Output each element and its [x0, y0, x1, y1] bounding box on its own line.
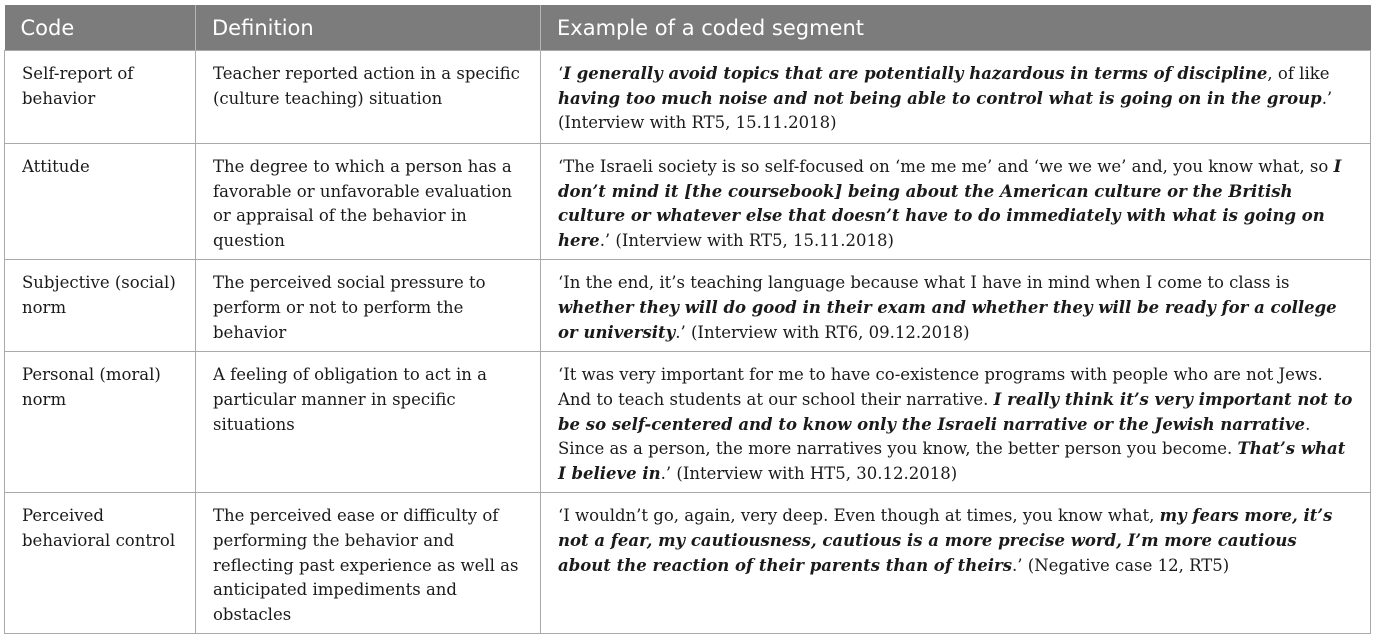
cell-code: Attitude [5, 144, 196, 260]
emphasized-quote-segment: whether they will do good in their exam and whether they will be ready for a college or university [558, 297, 1337, 342]
quote-segment: .’ (Interview with RT6, 09.12.2018) [675, 322, 970, 342]
emphasized-quote-segment: I don’t mind it [the coursebook] being about the American culture or the British culture or whatever else that doesn’t have to do immediately with what is going on here [558, 157, 1342, 250]
table-body [5, 51, 1371, 634]
cell-definition: The degree to which a person has a favorable or unfavorable evaluation or appraisal of the behavior in question [196, 144, 541, 260]
cell-definition: The perceived social pressure to perform or not to perform the behavior [196, 260, 541, 352]
header-example: Example of a coded segment [541, 5, 1371, 51]
cell-example [541, 352, 1371, 493]
coding-table-container [4, 5, 1370, 634]
coding-table [4, 5, 1371, 634]
cell-code: Personal (moral) norm [5, 352, 196, 493]
table-row [5, 51, 1371, 144]
quote-segment: ‘In the end, it’s teaching language because what I have in mind when I come to class is [558, 273, 1290, 293]
quote-segment: ‘I wouldn’t go, again, very deep. Even though at times, you know what, [558, 506, 1160, 526]
quote-segment: .’ (Interview with RT5, 15.11.2018) [558, 88, 1333, 133]
emphasized-quote-segment: That’s what I believe in [558, 439, 1346, 483]
emphasized-quote-segment: my fears more, it’s not a fear, my cautiousness, cautious is a more precise word, I’m more cautious about the reaction of their parents than of theirs [558, 506, 1333, 575]
cell-example [541, 260, 1371, 352]
table-header [5, 5, 1371, 51]
quote-segment: , of like [1267, 64, 1330, 83]
table-row [5, 144, 1371, 260]
cell-example [541, 51, 1371, 144]
table-row [5, 260, 1371, 352]
quote-segment: . Since as a person, the more narratives you know, the better person you become. [558, 414, 1311, 459]
cell-example [541, 144, 1371, 260]
quote-segment: .’ (Interview with RT5, 15.11.2018) [599, 230, 894, 250]
quote-segment: .’ (Negative case 12, RT5) [1012, 555, 1230, 575]
cell-definition: A feeling of obligation to act in a particular manner in specific situations [196, 352, 541, 493]
cell-definition: The perceived ease or difficulty of performing the behavior and reflecting past experience as well as anticipated impediments and obstacles [196, 493, 541, 634]
quote-segment: ‘The Israeli society is so self-focused on ‘me me me’ and ‘we we we’ and, you know what, so [558, 157, 1334, 176]
table-row [5, 352, 1371, 493]
emphasized-quote-segment: I really think it’s very important not to be so self-centered and to know only the Israeli narrative or the Jewish narrative [558, 389, 1353, 434]
header-row [5, 5, 1371, 51]
quote-segment: ‘ [558, 64, 564, 83]
header-definition: Definition [196, 5, 541, 51]
table-row [5, 493, 1371, 634]
cell-example [541, 493, 1371, 634]
cell-code: Subjective (social) norm [5, 260, 196, 352]
emphasized-quote-segment: having too much noise and not being able to control what is going on in the group [558, 88, 1322, 108]
quote-segment: ‘It was very important for me to have co-existence programs with people who are not Jews. And to teach students at our school their narrative. [558, 365, 1323, 409]
header-code: Code [5, 5, 196, 51]
quote-segment: .’ (Interview with HT5, 30.12.2018) [660, 463, 958, 483]
cell-code: Self-report of behavior [5, 51, 196, 144]
emphasized-quote-segment: I generally avoid topics that are potentially hazardous in terms of discipline [563, 64, 1268, 83]
cell-definition: Teacher reported action in a specific (culture teaching) situation [196, 51, 541, 144]
cell-code: Perceived behavioral control [5, 493, 196, 634]
